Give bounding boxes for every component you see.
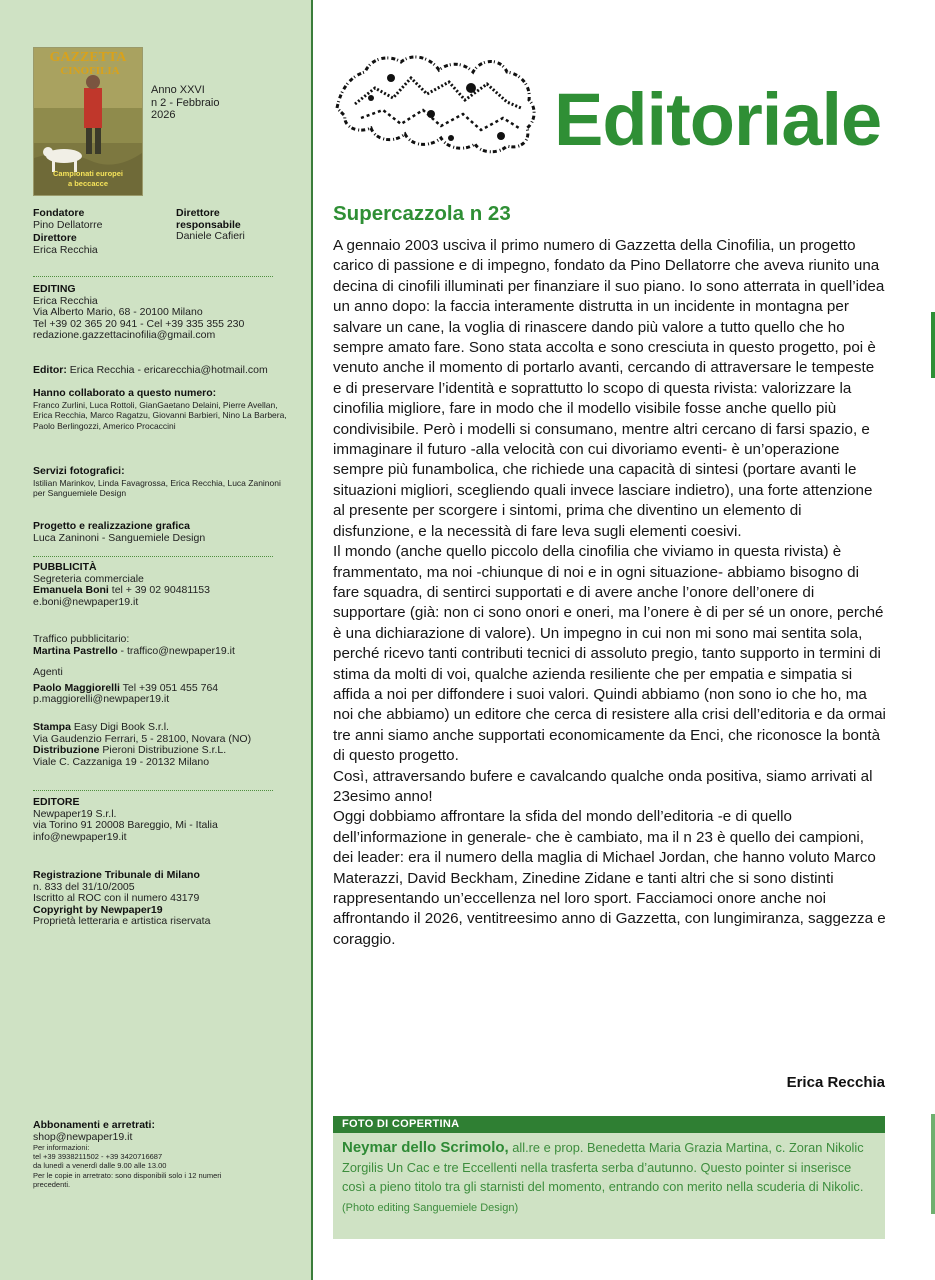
paragraph: Il mondo (anche quello piccolo della cinofilia che viviamo in questa rivista) è frammentato, ma noi -chiunque di noi e in ogni situazione- abbiamo bisogno di fare squadra, di sentirci supportati e di avere anche l’onore dell’onere di supportare (già: non ci sono onori e oneri, ma l’onere è di per sé un onore, perché è una dichiarazione di valore). Un impegno in cui non mi sono mai sentita sola, perché ricevo tanti contributi tecnici di assoluto pregio, tanto supporto in termini di stima da molti di voi, qualche azienda resiliente che per empatia e simpatia si affida a noi per diffondere i suoi valori. Quindi abbiamo (non sono io che ho, ma noi che abbiamo) un editore che cerca di resistere alla crisi dell’editoria e da ormai tre anni siamo anche supportati economicamente da Enci, che riconosce la bontà di questo progetto.: [333, 543, 886, 765]
editing-block: EDITING Erica Recchia Via Alberto Mario, 68 - 20100 Milano Tel +39 02 365 20 941 - Cel +39 335 355 230 redazione.gazzettacinofilia@gmail.com: [33, 283, 245, 341]
subscriptions-email[interactable]: shop@newpaper19.it: [33, 1130, 133, 1143]
editing-email[interactable]: redazione.gazzettacinofilia@gmail.com: [33, 329, 216, 341]
divider: [33, 790, 273, 791]
agents-block: Agenti Paolo Maggiorelli Tel +39 051 455 764 p.maggiorelli@newpaper19.it: [33, 666, 219, 705]
cover-caption-2: a beccacce: [67, 179, 109, 188]
cover-hunter: [84, 88, 102, 128]
design-block: Progetto e realizzazione grafica Luca Zaninoni - Sanguemiele Design: [33, 520, 206, 544]
page-edge-marker: [931, 312, 935, 378]
paragraph: Così, attraversando bufere e cavalcando qualche onda positiva, siamo arrivati al 23esimo anno!: [333, 767, 873, 805]
photo-caption-text: Neymar dello Scrimolo, all.re e prop. Benedetta Maria Grazia Martina, c. Zoran Nikolic Zorgilis Un Cac e tre Eccellenti nella trasferta serba d’autunno. Questo pointer si inserisce così a pieno titolo tra gli starnisti del momento, entrando con merito nella scuderia di Nikolic. (Photo editing Sanguemiele Design): [342, 1139, 864, 1214]
direttore-responsabile-block: Direttore responsabile Daniele Cafieri: [176, 207, 245, 242]
page-title: Editoriale: [554, 78, 882, 161]
divider: [33, 276, 273, 277]
dog-name: Neymar dello Scrimolo,: [342, 1139, 509, 1156]
cover-subtitle: CINOFILIA: [60, 65, 120, 77]
fondatore-block: Fondatore Pino Dellatorre Direttore Erica Recchia: [33, 207, 103, 256]
subscriptions-block: Abbonamenti e arretrati: shop@newpaper19.it Per informazioni: tel +39 3938211502 - +39 3420716687 da lunedì a venerdì dalle 9.00 alle 13.00 Per le copie in arretrato: sono disponibili solo i 12 numeri precedenti.: [33, 1119, 222, 1189]
article-title: Supercazzola n 23: [333, 202, 511, 225]
advertising-email[interactable]: e.boni@newpaper19.it: [33, 595, 139, 608]
cover-title: GAZZETTA: [49, 50, 127, 65]
decorative-dog-illustration: [331, 48, 543, 161]
editor-email[interactable]: Erica Recchia - ericarecchia@hotmail.com: [69, 364, 268, 376]
issue-date-year: 2026: [151, 109, 176, 121]
publisher-block: EDITORE Newpaper19 S.r.l. via Torino 91 20008 Bareggio, Mi - Italia info@newpaper19.it: [33, 796, 218, 843]
issue-number: n 2 - Febbraio: [151, 96, 220, 109]
publisher-email[interactable]: info@newpaper19.it: [33, 830, 127, 843]
article-body: [333, 236, 886, 950]
cover-photo-caption-box: [333, 1116, 885, 1239]
print-block: Stampa Easy Digi Book S.r.l. Via Gaudenzio Ferrari, 5 - 28100, Novara (NO) Distribuzione Pieroni Distribuzione S.r.L. Viale C. Cazzaniga 19 - 20132 Milano: [33, 721, 252, 768]
photo-services-block: Servizi fotografici: Istilian Marinkov, Linda Favagrossa, Erica Recchia, Luca Zaninoni per Sanguemiele Design: [33, 465, 281, 498]
paragraph: A gennaio 2003 usciva il primo numero di Gazzetta della Cinofilia, un progetto carico di passione e di impegno, fondato da Pino Dellatorre che aveva riunito una decina di cinofili illuminati per finanziare il suo piano. Io sono atterrata in quell’idea un anno dopo: la faccia interamente distrutta in un incidente in montagna per salvare un cane, la voglia di rinascere dando più valore a tutto quello che ho sempre amato fare. Sono stata accolta e sono cresciuta in questo progetto, poi è venuto anche il momento di portarlo avanti, cercando di attraversare le tempeste e di preservare l’identità e soprattutto lo scopo di questa rivista: valorizzare la cinofilia migliore, fare in modo che il modello visibile fosse anche quello più condivisibile. Però i modelli si consumano, mentre altri cercano di farsi spazio, e immaginare il futuro -alla velocità con cui divoriamo eventi- è un’operazione sempre più funambolica, che richiede una capacità di sintesi (portare avanti le situazioni migliori, scegliendo quali invece lasciare indietro), una forte attenzione al presente per scorgere i sintomi, prima che diventino un elemento di disfunzione, e la necessità di fare leva sugli elementi coesivi.: [333, 237, 885, 540]
traffic-email[interactable]: - traffico@newpaper19.it: [117, 644, 235, 657]
editor-block: Editor: Erica Recchia - ericarecchia@hotmail.com: [33, 364, 268, 376]
photo-caption-header: FOTO DI COPERTINA: [333, 1116, 885, 1133]
registration-block: Registrazione Tribunale di Milano n. 833 del 31/10/2005 Iscritto al ROC con il numero 43179 Copyright by Newpaper19 Proprietà letteraria e artistica riservata: [33, 869, 211, 927]
paragraph: Oggi dobbiamo affrontare la sfida del mondo dell’editoria -e di quello dell’informazione in generale- che è cambiato, ma il n 23 è quello dei campioni, dei leader: era il numero della maglia di Michael Jordan, che hanno voluto Marco Materazzi, David Beckham, Zinedine Zidane e tanti altri che si sono distinti rappresentando un’eccellenza nel loro sport. Facciamoci onore anche noi affrontando il 2026, ventitreesimo anno di Gazzetta, con lungimiranza, saggezza e coraggio.: [333, 808, 886, 948]
issue-year: Anno XXVI: [151, 84, 205, 96]
advertising-block: PUBBLICITÀ Segreteria commerciale Emanuela Boni tel + 39 02 90481153 e.boni@newpaper19.it: [33, 561, 210, 608]
agents-email[interactable]: p.maggiorelli@newpaper19.it: [33, 693, 170, 705]
cover-image: [33, 47, 143, 196]
divider: [33, 556, 273, 557]
traffic-block: Traffico pubblicitario: Martina Pastrello - traffico@newpaper19.it: [33, 633, 235, 657]
page-edge-marker: [931, 1114, 935, 1214]
sidebar-divider: [311, 0, 313, 1280]
collaborators-block: Hanno collaborato a questo numero: Franco Zurlini, Luca Rottoli, GianGaetano Delaini, Pierre Avellan, Erica Recchia, Marco Ragatzu, Giovanni Barbieri, Nino La Barbera, Paolo Berlingozzi, Americo Procaccini: [33, 387, 287, 431]
cover-caption-1: Campionati europei: [52, 169, 124, 178]
author-signature: Erica Recchia: [786, 1074, 885, 1091]
issue-info: [151, 84, 219, 122]
